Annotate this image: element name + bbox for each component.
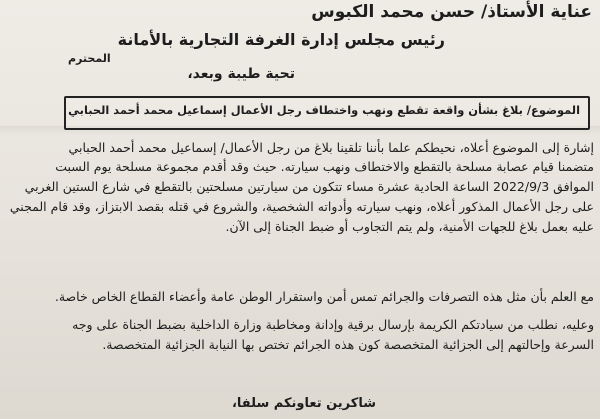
body-line: مع العلم بأن مثل هذه التصرفات والجرائم تمس أمن واستقرار الوطن عامة وأعضاء القطاع الخاص خاصة. [54, 289, 594, 304]
body-line: على رجل الأعمال المذكور أعلاه، ونهب سيارته وأدواته الشخصية، والشروع في قتله بقصد الابتزاز، وقد قام المجني [9, 199, 594, 214]
honorific: المحترم [68, 52, 111, 65]
body-line: متضمنا قيام عصابة مسلحة بالتقطع والاختطاف ونهب سيارته. حيث وقد أقدم مجموعة مسلحة يوم السبت [55, 159, 594, 174]
subject-line: الموضوع/ بلاغ بشأن واقعة تقطع ونهب واختطاف رجل الأعمال إسماعيل محمد أحمد الحبابي [68, 103, 580, 117]
closing-line: شاكرين تعاونكم سلفا، [231, 396, 376, 411]
body-line: الموافق 2022/9/3 الساعة الحادية عشرة مساء تتكون من سيارتين مسلحتين بالتقطع في شارع الستين الغربي [24, 179, 594, 194]
body-line: عليه بعمل بلاغ للجهات الأمنية، ولم يتم التجاوب أو ضبط الجناة إلى الآن. [225, 219, 594, 234]
body-line: السرعة وإحالتهم إلى الجزائية المتخصصة كون هذه الجرائم تختص بها النيابة الجزائية المتخصصة. [102, 337, 594, 352]
addressee-title: رئيس مجلس إدارة الغرفة التجارية بالأمانة [117, 30, 445, 49]
body-line: وعليه، نطلب من سيادتكم الكريمة بإرسال برقية وإدانة ومخاطبة وزارة الداخلية بضبط الجناة على وجه [72, 317, 594, 332]
body-line: إشارة إلى الموضوع أعلاه، نحيطكم علما بأننا تلقينا بلاغ من رجل الأعمال/ إسماعيل محمد أحمد الحبابي [68, 140, 594, 155]
subject-box [64, 96, 590, 130]
addressee-name: عناية الأستاذ/ حسن محمد الكبوس [311, 2, 592, 22]
greeting: تحية طيبة وبعد، [187, 66, 295, 82]
